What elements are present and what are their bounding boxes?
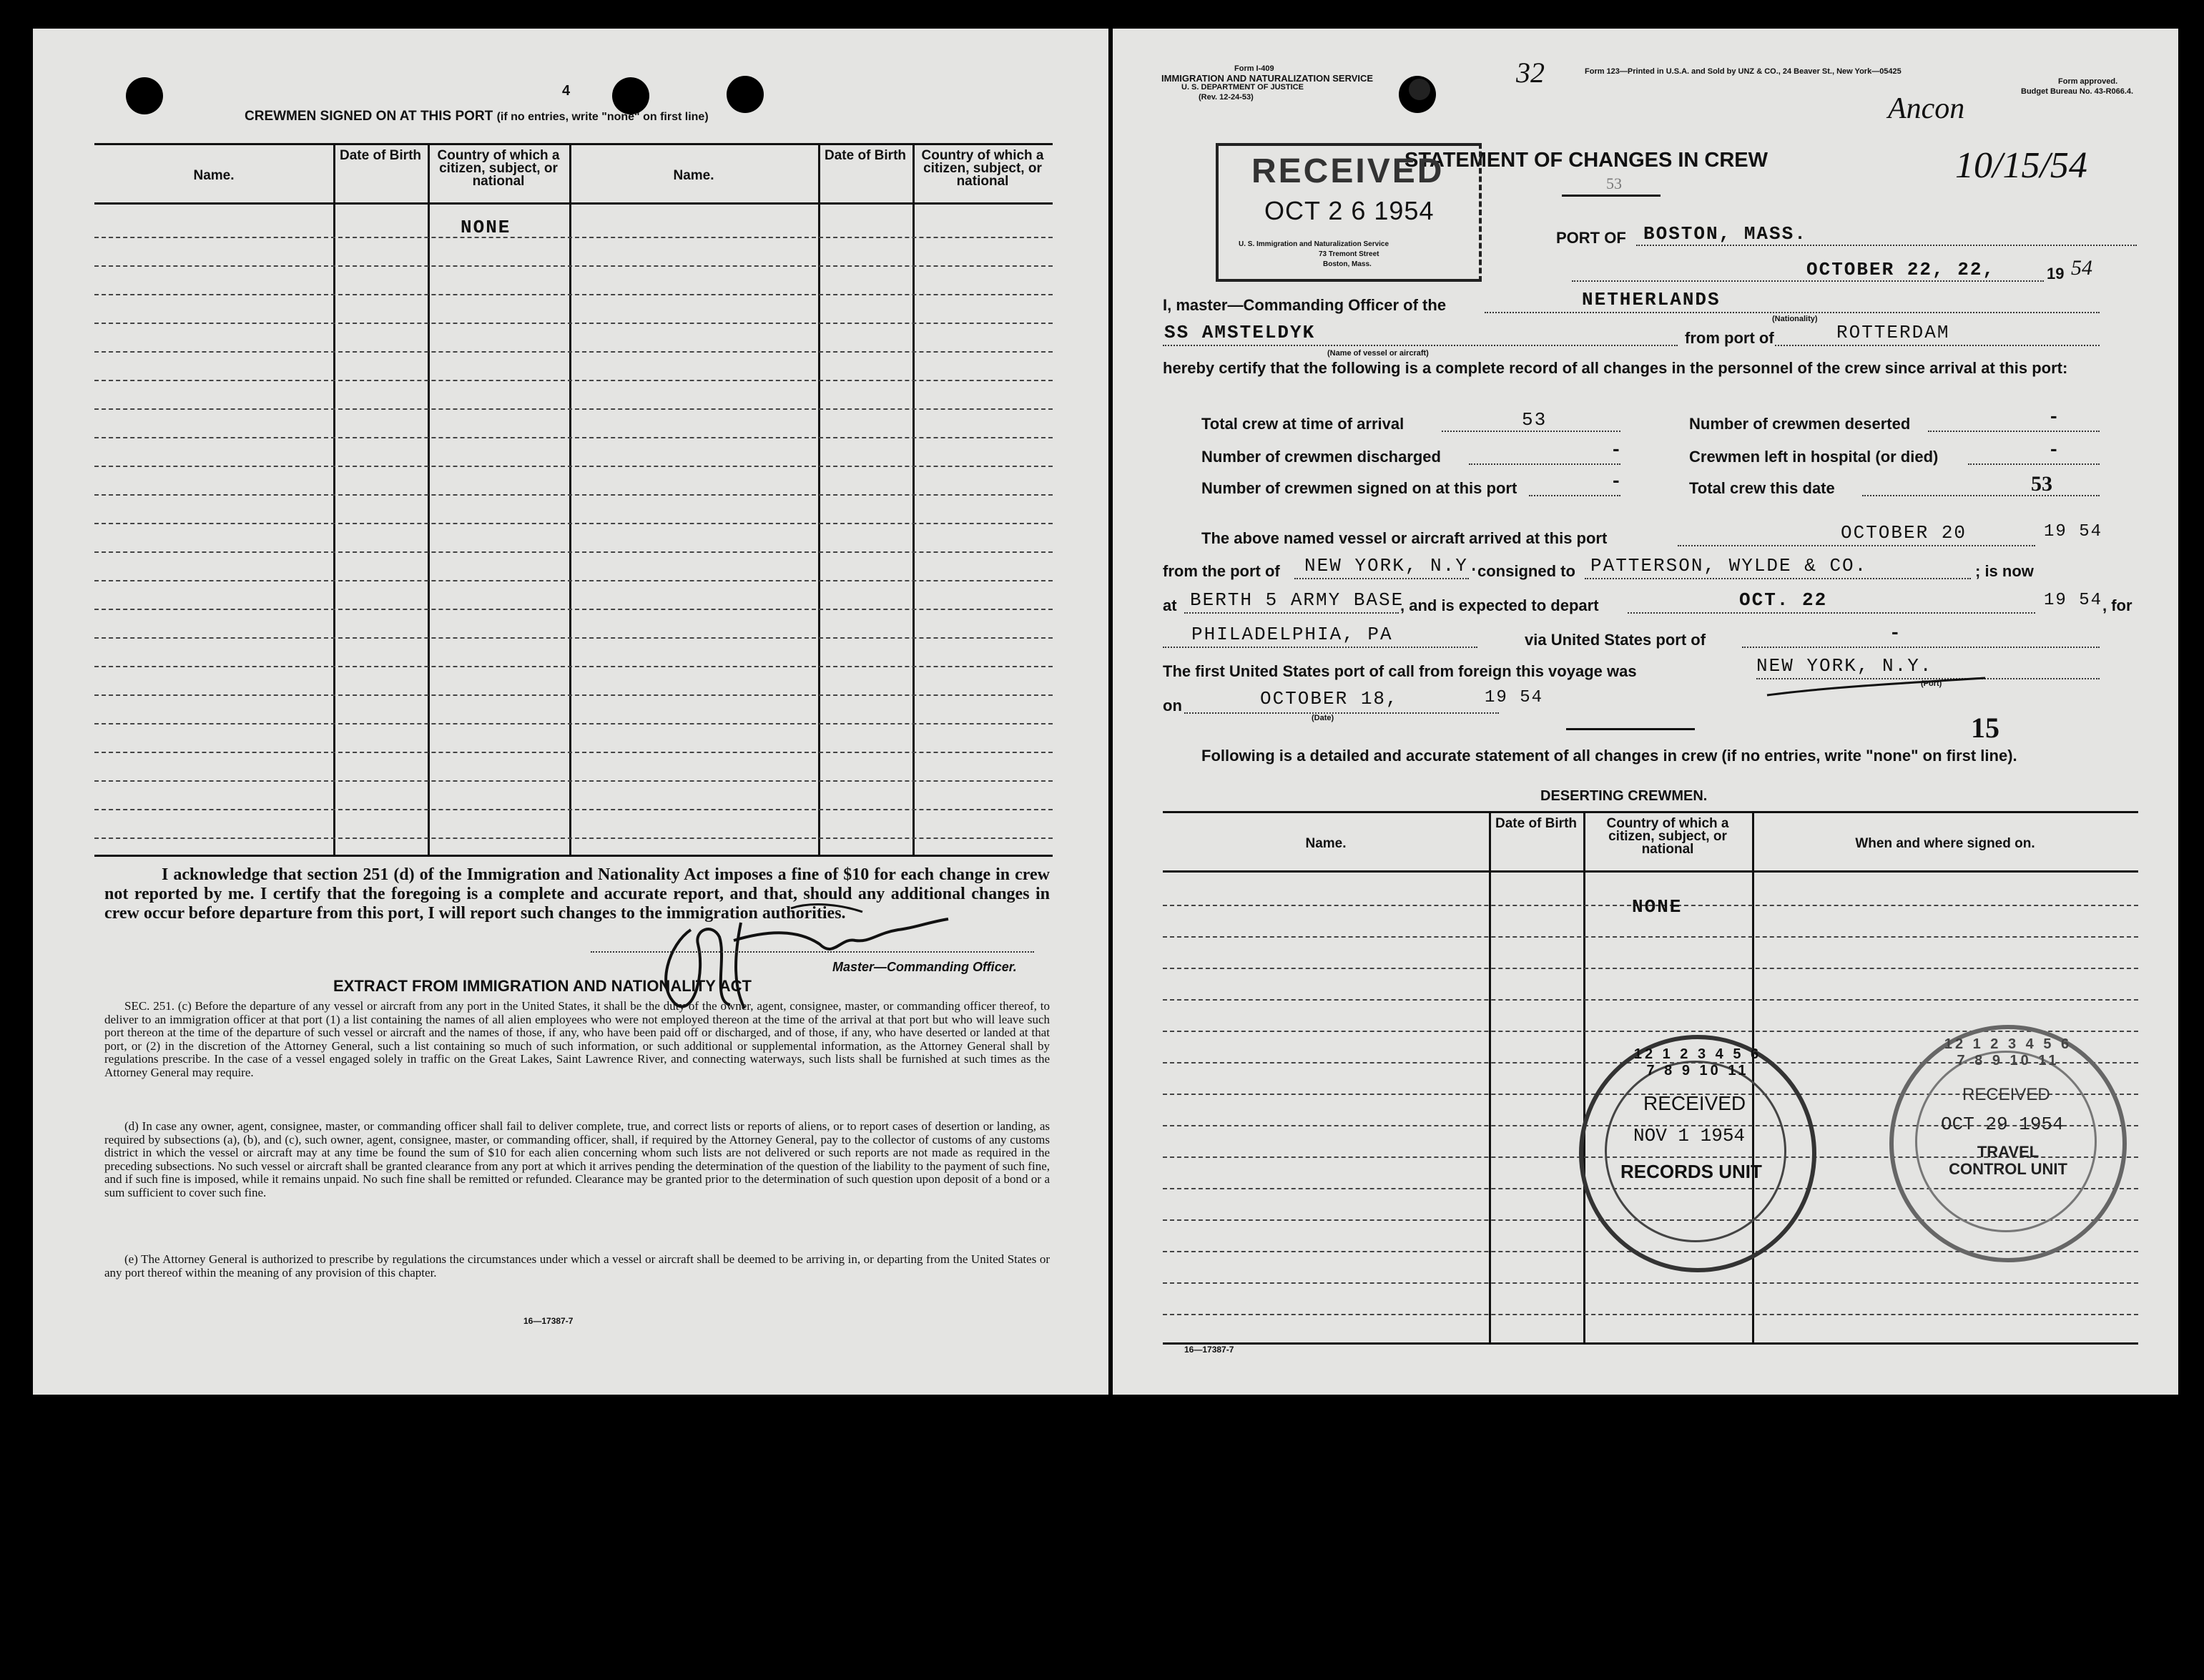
heading-text: CREWMEN SIGNED ON AT THIS PORT xyxy=(245,109,493,124)
on-label: on xyxy=(1163,697,1182,714)
port-value: BOSTON, MASS. xyxy=(1643,223,1807,245)
form-approved: Form approved. xyxy=(2058,77,2118,86)
at-value: BERTH 5 ARMY BASE xyxy=(1190,589,1404,611)
records-unit-stamp xyxy=(1579,1035,1816,1272)
port-label: PORT OF xyxy=(1556,229,1626,247)
crewmen-signed-on-table xyxy=(94,143,1053,857)
nationality-value: NETHERLANDS xyxy=(1582,289,1721,310)
from-port-label: from port of xyxy=(1685,329,1774,347)
destination-value: PHILADELPHIA, PA xyxy=(1191,624,1393,645)
discharged-value: - xyxy=(1610,439,1623,461)
vessel-caption: (Name of vessel or aircraft) xyxy=(1327,349,1429,358)
column-country-2: Country of which a citizen, subject, or national xyxy=(921,148,1044,189)
punch-hole-shadow xyxy=(1409,79,1430,100)
from-port-value: ROTTERDAM xyxy=(1836,322,1950,343)
handwritten-53: 53 xyxy=(1606,175,1622,192)
travel-control-stamp xyxy=(1889,1025,2127,1262)
handwritten-number: 32 xyxy=(1516,57,1545,89)
form-title: STATEMENT OF CHANGES IN CREW xyxy=(1404,149,1768,172)
deserted-value: - xyxy=(2048,406,2061,428)
total-date-label: Total crew this date xyxy=(1689,479,1835,497)
section-rule xyxy=(1566,728,1695,730)
travel-stamp-date: OCT 29 1954 xyxy=(1941,1114,2064,1135)
master-line-label: I, master—Commanding Officer of the xyxy=(1163,296,1447,314)
hospital-label: Crewmen left in hospital (or died) xyxy=(1689,448,1939,466)
signed-on-value: - xyxy=(1610,471,1623,492)
via-value: - xyxy=(1889,622,1902,644)
records-stamp-date: NOV 1 1954 xyxy=(1633,1125,1746,1146)
travel-stamp-word: RECEIVED xyxy=(1962,1085,2050,1104)
column-name-2: Name. xyxy=(673,168,714,183)
column-date-of-birth: Date of Birth xyxy=(340,148,421,163)
extract-paragraph-c: SEC. 251. (c) Before the departure of any vessel or aircraft from any port in the United States, it shall be the duty of the owner, agent, consignee, master, or commanding officer thereof, to deliver to an immigration officer at that port (1) a list containing the names of all alien employees who were not employed thereon at the time of the arrival at that port but who will leave such port thereon at the time of the departure of such vessel or aircraft and the names of those, if any, who have been paid off or discharged, and of those, if any, who have deserted or landed at that port, or (2) in the discretion of the Attorney General, such a list containing so much of such information, or such additional or supplemental information, as the Attorney General shall by regulations prescribe. In the case of a vessel engaged solely in traffic on the Great Lakes, Saint Lawrence River, and connecting waterways, such lists shall be furnished at such times as the Attorney General may require. xyxy=(104,999,1050,1079)
travel-stamp-unit: TRAVEL CONTROL UNIT xyxy=(1949,1143,2067,1178)
received-stamp xyxy=(1216,143,1482,282)
arrival-year-value: 19 54 xyxy=(2044,522,2103,541)
extract-paragraph-d: (d) In case any owner, agent, consignee, master, or commanding officer shall fail to deliver complete, true, and correct lists or reports of aliens, or to report cases of desertion or landing, as required by subsections (a), (b), and (c), such owner, agent, consignee, master, or commanding officer, shall, if required by the Attorney General, pay to the collector of customs of any customs district in which the vessel or aircraft may at any time be found the sum of $10 for each alien concerning whom such lists are not delivered or such reports are not made as required in the preceding subsections. No such vessel or aircraft shall be granted clearance from any port at which it arrives pending the determination of the question of the liability to the payment of such fine, and if such fine is imposed, while it remains unpaid. No such fine shall be remitted or refunded. Clearance may be granted prior to the determination of such question upon deposit of a bond or a sum sufficient to cover such fine. xyxy=(104,1119,1050,1199)
none-entry: NONE xyxy=(461,217,511,238)
first-port-value: NEW YORK, N.Y. xyxy=(1756,655,1933,677)
department-name: U. S. DEPARTMENT OF JUSTICE xyxy=(1181,83,1304,92)
column-country: Country of which a citizen, subject, or national xyxy=(1606,816,1729,857)
consigned-value: PATTERSON, WYLDE & CO. xyxy=(1590,555,1868,576)
discharged-label: Number of crewmen discharged xyxy=(1201,448,1441,466)
deserted-label: Number of crewmen deserted xyxy=(1689,415,1911,433)
agency-name: IMMIGRATION AND NATURALIZATION SERVICE xyxy=(1161,73,1374,84)
hospital-value: - xyxy=(2048,439,2061,461)
on-date-value: OCTOBER 18, xyxy=(1260,688,1399,709)
depart-year-value: 19 54 xyxy=(2044,591,2103,610)
received-stamp-line3: Boston, Mass. xyxy=(1323,260,1372,268)
signed-on-label: Number of crewmen signed on at this port xyxy=(1201,479,1517,497)
report-date-value: OCTOBER 22, 22, xyxy=(1806,259,1996,280)
at-label: at xyxy=(1163,596,1177,614)
report-year-prefix: 19 xyxy=(2047,265,2065,283)
handwritten-initials: Ancon xyxy=(1888,92,1965,125)
deserting-crewmen-table xyxy=(1163,811,2138,1345)
crewmen-signed-on-heading xyxy=(245,109,709,124)
acknowledgement-text: I acknowledge that section 251 (d) of the Immigration and Nationality Act imposes a fine of $10 for each change in crew not reported by me. I certify that the foregoing is a complete and accurate report, and that, should any additional changes in crew occur before departure from this port, I will report such changes to the immigration authorities. xyxy=(104,865,1050,923)
vessel-name-value: SS AMSTELDYK xyxy=(1164,322,1316,343)
depart-label: , and is expected to depart xyxy=(1400,596,1599,614)
for-label: , for xyxy=(2102,596,2132,614)
received-stamp-word: RECEIVED xyxy=(1251,152,1445,190)
records-stamp-clock: 12 1 2 3 4 5 6 7 8 9 10 11 xyxy=(1633,1046,1762,1079)
column-when-where-signed: When and where signed on. xyxy=(1855,836,2035,851)
form-revision: (Rev. 12-24-53) xyxy=(1199,93,1254,102)
footer-code: 16—17387-7 xyxy=(1184,1345,1234,1355)
column-date-of-birth: Date of Birth xyxy=(1495,816,1577,831)
column-name: Name. xyxy=(1305,836,1347,851)
punch-hole xyxy=(126,77,163,114)
budget-bureau-number: Budget Bureau No. 43-R066.4. xyxy=(2021,87,2134,96)
following-text: Following is a detailed and accurate statement of all changes in crew (if no entries, write "none" on first line). xyxy=(1201,747,2017,765)
column-name: Name. xyxy=(193,168,235,183)
from-port-of-value: NEW YORK, N.Y. xyxy=(1304,555,1481,576)
total-arrival-label: Total crew at time of arrival xyxy=(1201,415,1404,433)
handwritten-15: 15 xyxy=(1971,712,1999,744)
consigned-label: consigned to xyxy=(1477,562,1575,580)
records-stamp-unit: RECORDS UNIT xyxy=(1620,1161,1762,1182)
received-stamp-date: OCT 2 6 1954 xyxy=(1264,196,1435,225)
on-year-value: 19 54 xyxy=(1485,688,1544,707)
handwritten-date: 10/15/54 xyxy=(1955,145,2087,186)
first-port-label: The first United States port of call from foreign this voyage was xyxy=(1163,662,1637,680)
certify-text: hereby certify that the following is a complete record of all changes in the personnel of the crew since arrival at this port: xyxy=(1163,359,2068,377)
is-now-text: ; is now xyxy=(1975,562,2034,580)
received-stamp-line1: U. S. Immigration and Naturalization Service xyxy=(1239,240,1389,248)
left-page xyxy=(33,29,1108,1395)
page-number: 4 xyxy=(562,83,571,99)
received-stamp-line2: 73 Tremont Street xyxy=(1319,250,1379,258)
handwritten-underline xyxy=(1763,675,1992,704)
from-port-of-label: from the port of xyxy=(1163,562,1280,580)
signature-caption: Master—Commanding Officer. xyxy=(832,960,1017,974)
footer-code: 16—17387-7 xyxy=(523,1316,574,1326)
none-entry: NONE xyxy=(1632,896,1683,918)
form-number: Form I-409 xyxy=(1234,64,1274,73)
arrival-date-value: OCTOBER 20 xyxy=(1841,522,1967,544)
travel-stamp-clock: 12 1 2 3 4 5 6 7 8 9 10 11 xyxy=(1944,1036,2072,1069)
printer-line: Form 123—Printed in U.S.A. and Sold by UNZ & CO., 24 Beaver St., New York—05425 xyxy=(1585,67,1902,76)
deserting-crewmen-title: DESERTING CREWMEN. xyxy=(1540,788,1708,804)
nationality-caption: (Nationality) xyxy=(1772,315,1818,323)
date-caption: (Date) xyxy=(1312,714,1334,722)
punch-hole xyxy=(727,76,764,113)
right-page xyxy=(1113,29,2178,1395)
total-date-value: 53 xyxy=(2031,472,2052,496)
column-date-of-birth-2: Date of Birth xyxy=(825,148,906,163)
arrival-label: The above named vessel or aircraft arrived at this port xyxy=(1201,529,1608,547)
title-rule xyxy=(1562,195,1661,197)
depart-date-value: OCT. 22 xyxy=(1739,589,1828,611)
extract-paragraph-e: (e) The Attorney General is authorized to prescribe by regulations the circumstances under which a vessel or aircraft shall be deemed to be arriving in, or departing from the United States or any port thereof within the meaning of any provision of this chapter. xyxy=(104,1252,1050,1279)
report-year: 54 xyxy=(2071,256,2092,280)
heading-note: (if no entries, write "none" on first line) xyxy=(496,111,709,123)
records-stamp-word: RECEIVED xyxy=(1643,1092,1746,1114)
column-country: Country of which a citizen, subject, or national xyxy=(437,148,560,189)
total-arrival-value: 53 xyxy=(1522,409,1548,431)
port-caption: (Port) xyxy=(1921,679,1942,688)
via-label: via United States port of xyxy=(1525,631,1706,649)
extract-title: EXTRACT FROM IMMIGRATION AND NATIONALITY ACT xyxy=(333,977,752,995)
